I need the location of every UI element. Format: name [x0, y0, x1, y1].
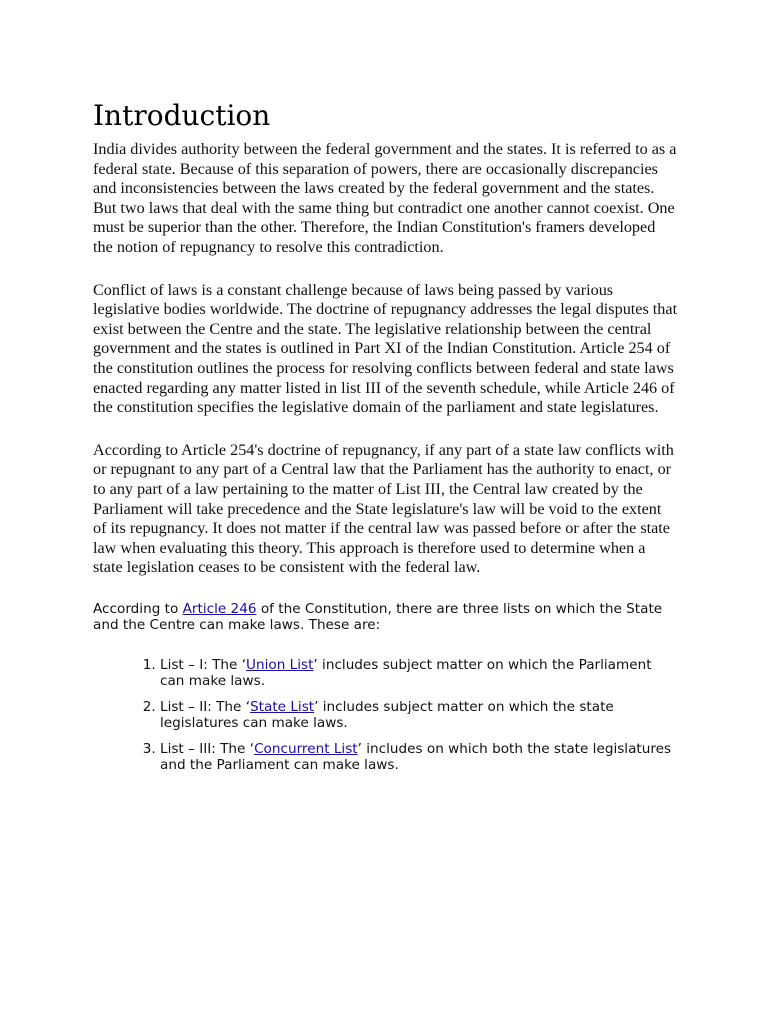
union-list-link[interactable]: Union List: [246, 656, 314, 673]
article-246-link[interactable]: Article 246: [182, 600, 257, 617]
document-page: [93, 96, 678, 783]
page-title: Introduction: [93, 99, 271, 132]
concurrent-list-prefix: List – III: The ‘: [160, 740, 255, 757]
paragraph-federal-state: India divides authority between the federal government and the states. It is referred to as a federal state. Because of this separation of powers, there are occasionally discrepancies and inconsistencies between the laws created by the federal government and the states. But two laws that deal with the same thing but contradict one another cannot coexist. One must be superior than the other. Therefore, the Indian Constitution's framers developed the notion of repugnancy to resolve this contradiction.: [93, 140, 677, 256]
state-list-suffix: ’ includes subject matter on which the state legislatures can make laws.: [160, 698, 614, 732]
union-list-suffix: ’ includes subject matter on which the Parliament can make laws.: [160, 656, 652, 690]
paragraph-article-254: According to Article 254's doctrine of repugnancy, if any part of a state law conflicts with or repugnant to any part of a Central law that the Parliament has the authority to enact, or to any part of a law pertaining to the matter of List III, the Central law created by the Parliament will take precedence and the State legislature's law will be void to the extent of its repugnancy. It does not matter if the central law was passed before or after the state law when evaluating this theory. This approach is therefore used to determine when a state legislation ceases to be consistent with the federal law.: [93, 440, 674, 577]
article-246-prefix: According to: [93, 600, 183, 617]
list-item-union: [160, 657, 678, 690]
paragraph-article-246: [93, 601, 678, 634]
concurrent-list-suffix: ’ includes on which both the state legislatures and the Parliament can make laws.: [160, 740, 672, 774]
state-list-prefix: List – II: The ‘: [160, 698, 251, 715]
paragraph-conflict-of-laws: Conflict of laws is a constant challenge because of laws being passed by various legislative bodies worldwide. The doctrine of repugnancy addresses the legal disputes that exist between the Centre and the state. The legislative relationship between the central government and the states is outlined in Part XI of the Indian Constitution. Article 254 of the constitution outlines the process for resolving conflicts between federal and state laws enacted regarding any matter listed in list III of the seventh schedule, while Article 246 of the constitution specifies the legislative domain of the parliament and state legislatures.: [93, 280, 678, 417]
list-item-concurrent: [160, 741, 678, 774]
state-list-link[interactable]: State List: [250, 698, 315, 715]
concurrent-list-link[interactable]: Concurrent List: [254, 740, 358, 757]
union-list-prefix: List – I: The ‘: [160, 656, 247, 673]
list-item-state: [160, 699, 678, 732]
lists-ordered-list: [93, 657, 678, 774]
article-246-suffix: of the Constitution, there are three lists on which the State and the Centre can make laws. These are:: [93, 600, 663, 634]
